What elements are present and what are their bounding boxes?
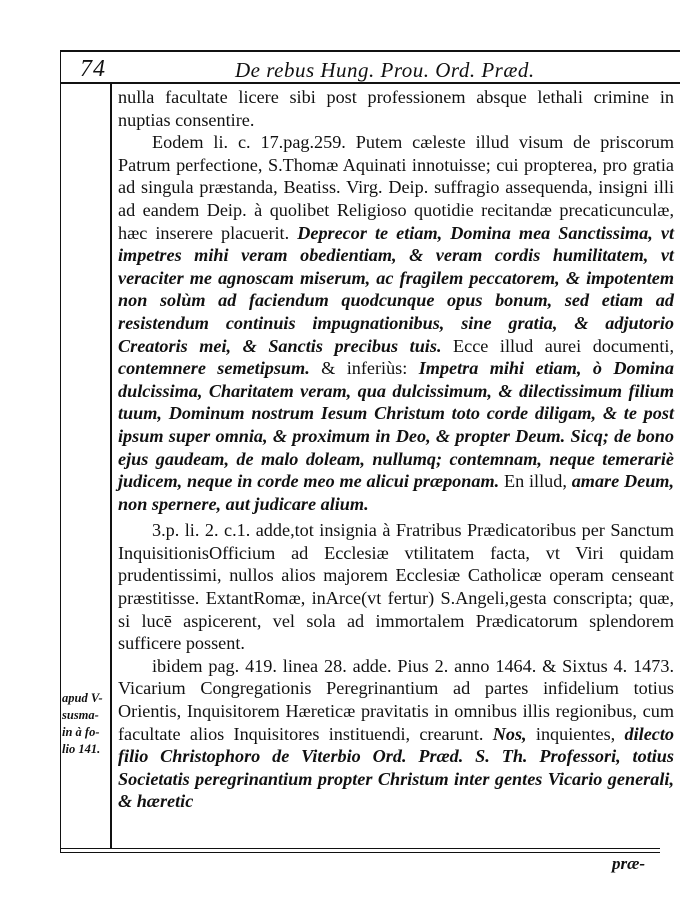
outer-left-rule [60,50,61,852]
page-number: 74 [80,56,106,82]
marginal-note-line: apud V- [62,691,103,705]
marginal-note-line: in à fo- [62,725,100,739]
paragraph [118,131,674,515]
paragraph [118,655,674,813]
paragraph-text: inquientes, [535,723,616,744]
bottom-rule-double [60,852,660,853]
paragraph-text: Eodem li. c. 17.pag.259. Putem cæleste illud visum de priscorum Patrum perfectione, S.Thomæ Aquinati innotuisse; cui propterea, pro gratia ad singula præstanda, Beatiss. Virg. Deip. suffragio assequenda, insigni illi ad eandem Deip. à quolibet Religioso quotidie recitandæ precaticunculæ, hæc inserere placuerit. [118,132,674,243]
paragraph-text: En illud, [503,471,567,492]
quoted-phrase: Nos, [492,723,527,744]
marginal-note [62,690,108,758]
paragraph-text: Ecce illud aurei documenti, [453,335,675,356]
bottom-rule [60,848,660,849]
paragraph: nulla facultate licere sibi post professionem absque lethali crimine in nuptias consentire. [118,87,674,130]
paragraph-text: & inferiùs: [321,358,408,379]
top-rule [60,50,680,52]
marginal-note-line: lio 141. [62,742,101,756]
quoted-phrase: amare Deum, non spernere, aut judicare alium. [118,471,675,514]
quoted-prayer: Deprecor te etiam, Domina mea Sanctissima, vt impetres mihi veram obedientiam, & veram cordis humilitatem, vt veraciter me agnoscam miserum, ac fragilem peccatorem, & impotentem non solùm ad faciendum quodcunque opus bonum, sed etiam ad resistendum continuis impugnationibus, sine gratia, & adjutorio Creatoris mei, & Sanctis precibus tuis. [118,222,674,356]
marginal-note-line: susma- [62,708,99,722]
paragraph-text: ibidem pag. 419. linea 28. adde. Pius 2. anno 1464. & Sixtus 4. 1473. Vicarium Congregationis Peregrinantium ad partes infidelium totius Orientis, Inquisitorem Hæreticæ pravitatis in omnibus illis regionibus, cum facultate alios Inquisitores instituendi, crearunt. [118,655,674,744]
margin-rule [110,84,112,849]
quoted-phrase: contemnere semetipsum. [118,358,310,379]
catchword: præ- [612,854,646,873]
quoted-phrase: dilecto filio Christophoro de Viterbio Ord. Præd. S. Th. Professori, totius Societatis peregrinantium propter Christum inter gentes Vicario generali, & hæretic [118,723,675,812]
body-text [118,86,674,813]
quoted-prayer: Impetra mihi etiam, ò Domina dulcissima, Charitatem veram, qua dulcissimum, & dilectissimum filium tuum, Dominum nostrum Iesum Christum toto corde diligam, & te post ipsum super omnia, & proximum in Deo, & propter Deum. Sicq; de bono ejus gaudeam, de malo doleam, nullumq; contemnam, neque temerariè judicem, neque in corde meo me alicui præponam. [118,358,674,492]
running-title: De rebus Hung. Prou. Ord. Præd. [235,58,535,82]
paragraph: 3.p. li. 2. c.1. adde,tot insignia à Fratribus Prædicatoribus per Sanctum InquisitionisOfficium ad Ecclesiæ vtilitatem facta, vt Viri quidam prudentissimi, nullos alios majorem Ecclesiæ Catholicæ operam censeant præstitisse. ExtantRomæ, inArce(vt fertur) S.Angeli,gesta conscripta; quæ, si lucē aspicerent, vel sola ad immortalem Prædicatorum splendorem sufficere possent. [118,520,674,654]
